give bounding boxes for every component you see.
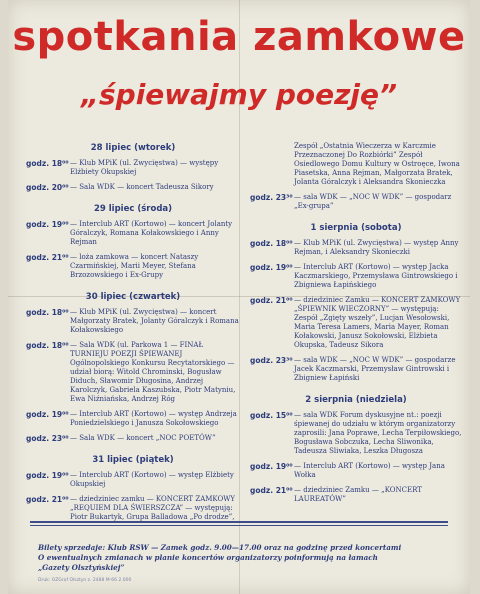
divider-rule-thin xyxy=(30,525,448,526)
day-heading: 2 sierpnia (niedziela) xyxy=(305,395,407,405)
event-entry xyxy=(250,462,462,480)
event-description: — dziedziniec zamku — KONCERT ZAMKOWY „REQUIEM DLA ŚWIERSZCZA” — występują: Piotr Bukartyk, Grupa Balladowa „Po drodze”, xyxy=(70,495,236,521)
event-time: godz. 18⁰⁰ xyxy=(250,239,293,248)
event-time: godz. 19⁰⁰ xyxy=(250,263,293,272)
event-entry xyxy=(250,296,462,350)
event-description: — Interclub ART (Kortowo) — występ Jacka Kaczmarskiego, Przemysława Gintrowskiego i Zbigniewa Łapińskiego xyxy=(294,263,458,289)
event-time: godz. 23³⁰ xyxy=(250,193,293,202)
event-description: — dziedziniec Zamku — „KONCERT LAUREATÓW” xyxy=(294,486,422,503)
event-time: godz. 23⁰⁰ xyxy=(26,434,69,443)
event-entry xyxy=(26,410,240,428)
event-description: Zespół „Ostatnia Wieczerza w Karczmie Przeznaczonej Do Rozbiórki” Zespół Osiedlowego Domu Kultury w Ostroęce, Iwona Piasetska, Anna Rejman, Małgorzata Bratek, Jolanta Góralczyk i Aleksandra Skonieczka xyxy=(294,142,460,186)
event-entry xyxy=(26,220,240,247)
day-heading: 30 lipiec (czwartek) xyxy=(85,292,181,302)
event-time: godz. 20⁰⁰ xyxy=(26,183,69,192)
event-time: godz. 15⁰⁰ xyxy=(250,411,293,420)
event-entry xyxy=(250,142,462,187)
day-heading: 29 lipiec (środa) xyxy=(93,204,173,214)
event-description: — sala WDK — „NOC W WDK” — gospodarz „Ex-grupa” xyxy=(294,193,452,210)
poster-title: spotkania zamkowe xyxy=(12,14,466,60)
event-description: — Sala WDK — koncert Tadeusza Sikory xyxy=(70,183,214,191)
poster xyxy=(8,0,470,594)
day-block xyxy=(26,293,240,443)
event-time: godz. 18⁰⁰ xyxy=(26,308,69,317)
event-entry xyxy=(26,253,240,280)
right-column-schedule xyxy=(250,142,462,517)
event-entry xyxy=(250,411,462,456)
printer-imprint: Druk: OZGraf Olsztyn z. 2488 M-66 2.000 xyxy=(38,578,132,583)
event-time: godz. 18⁰⁰ xyxy=(26,341,69,350)
divider-rule xyxy=(30,521,448,523)
event-entry xyxy=(250,356,462,383)
footer-line-changes: O ewentualnych zmianach w planie koncertów organizatorzy poinformują na łamach xyxy=(38,553,378,562)
event-description: — dziedziniec Zamku — KONCERT ZAMKOWY „ŚPIEWNIK WIECZORNY” — występują: Zespół „Zgięty wszeły”, Lucjan Wesołowski, Maria Teresa Lamers, Maria Mayer, Roman Kołakowski, Janusz Sokołowski, Elżbieta Okupska, Tadeusz Sikora xyxy=(294,296,461,349)
event-time: godz. 21⁰⁰ xyxy=(26,495,69,504)
event-entry xyxy=(250,263,462,290)
event-entry xyxy=(26,159,240,177)
event-time xyxy=(250,142,294,187)
event-entry xyxy=(26,495,240,522)
event-time: godz. 21⁰⁰ xyxy=(250,296,293,305)
event-entry xyxy=(26,183,240,192)
event-entry xyxy=(26,341,240,404)
footer-line-tickets: Bilety sprzedaje: Klub RSW — Zamek godz. 9.00—17.00 oraz na godzinę przed koncertami xyxy=(38,543,402,552)
event-description: — loża zamkowa — koncert Nataszy Czarmińskiej, Marii Meyer, Stefana Brzozowskiego i Ex-Grupy xyxy=(70,253,199,279)
day-heading: 1 sierpnia (sobota) xyxy=(310,223,402,233)
event-description: — sala WDK — „NOC W WDK” — gospodarze Jacek Kaczmarski, Przemysław Gintrowski i Zbigniew Łapiński xyxy=(294,356,456,382)
footer-line-newspaper: „Gazety Olsztyńskiej” xyxy=(38,563,125,572)
event-description: — Sala WDK — koncert „NOC POETÓW” xyxy=(70,434,216,442)
poster-subtitle: „śpiewajmy poezję” xyxy=(80,78,398,111)
event-time: godz. 21⁰⁰ xyxy=(26,253,69,262)
left-column-schedule xyxy=(26,144,240,535)
event-description: — Interclub ART (Kortowo) — występ Andrzeja Poniedzielskiego i Janusza Sokołowskiego xyxy=(70,410,237,427)
day-block xyxy=(26,144,240,192)
event-entry xyxy=(26,434,240,443)
event-description: — Klub MPiK (ul. Zwycięstwa) — występy Elżbiety Okupskiej xyxy=(70,159,219,176)
event-description: — Interclub ART (Kortowo) — występ Elżbiety Okupskiej xyxy=(70,471,234,488)
footer-notice xyxy=(38,543,450,573)
event-entry xyxy=(250,239,462,257)
continued-events xyxy=(250,142,462,211)
event-description: — Klub MPiK (ul. Zwycięstwa) — koncert Małgorzaty Bratek, Jolanty Góralczyk i Romana Kołakowskiego xyxy=(70,308,239,334)
event-entry xyxy=(26,471,240,489)
day-heading: 31 lipiec (piątek) xyxy=(92,455,174,465)
event-time: godz. 19⁰⁰ xyxy=(250,462,293,471)
event-entry xyxy=(250,486,462,504)
event-description: — sala WDK Forum dyskusyjne nt.: poezji śpiewanej do udziału w którym organizatorzy zaprosili: Jana Poprawe, Lecha Terpiłowskiego, Bogusława Sobczuka, Lecha Sliwonika, Tadeusza Sliwiaka, Leszka Długosza xyxy=(294,411,462,455)
day-block xyxy=(26,205,240,280)
day-heading: 28 lipiec (wtorek) xyxy=(90,143,176,153)
event-entry xyxy=(26,308,240,335)
day-block xyxy=(250,224,462,383)
event-time: godz. 23³⁰ xyxy=(250,356,293,365)
event-time: godz. 19⁰⁰ xyxy=(26,471,69,480)
event-description: — Interclub ART (Kortowo) — występ Jana Wołka xyxy=(294,462,445,479)
event-description: — Sala WDK (ul. Parkowa 1 — FINAŁ TURNIEJU POEZJI ŚPIEWANEJ Ogólnopolskiego Konkursu Recytatorskiego — udział biorą: Witold Chrominski, Bogusław Diduch, Sławomir Długosina, Andrzej Karolczyk, Gabriela Kaszubska, Piotr Matyniu, Ewa Niźniańska, Andrzej Róg xyxy=(70,341,236,403)
event-entry xyxy=(250,193,462,211)
day-block xyxy=(250,396,462,504)
event-time: godz. 19⁰⁰ xyxy=(26,220,69,229)
right-days xyxy=(250,224,462,517)
event-time: godz. 21⁰⁰ xyxy=(250,486,293,495)
day-block xyxy=(26,456,240,522)
event-description: — Klub MPiK (ul. Zwycięstwa) — występ Anny Rejman, i Aleksandry Skonieczki xyxy=(294,239,459,256)
event-description: — Interclub ART (Kortowo) — koncert Jolanty Góralczyk, Romana Kołakowskiego i Anny Rejman xyxy=(70,220,233,246)
event-time: godz. 18⁰⁰ xyxy=(26,159,69,168)
event-time: godz. 19⁰⁰ xyxy=(26,410,69,419)
